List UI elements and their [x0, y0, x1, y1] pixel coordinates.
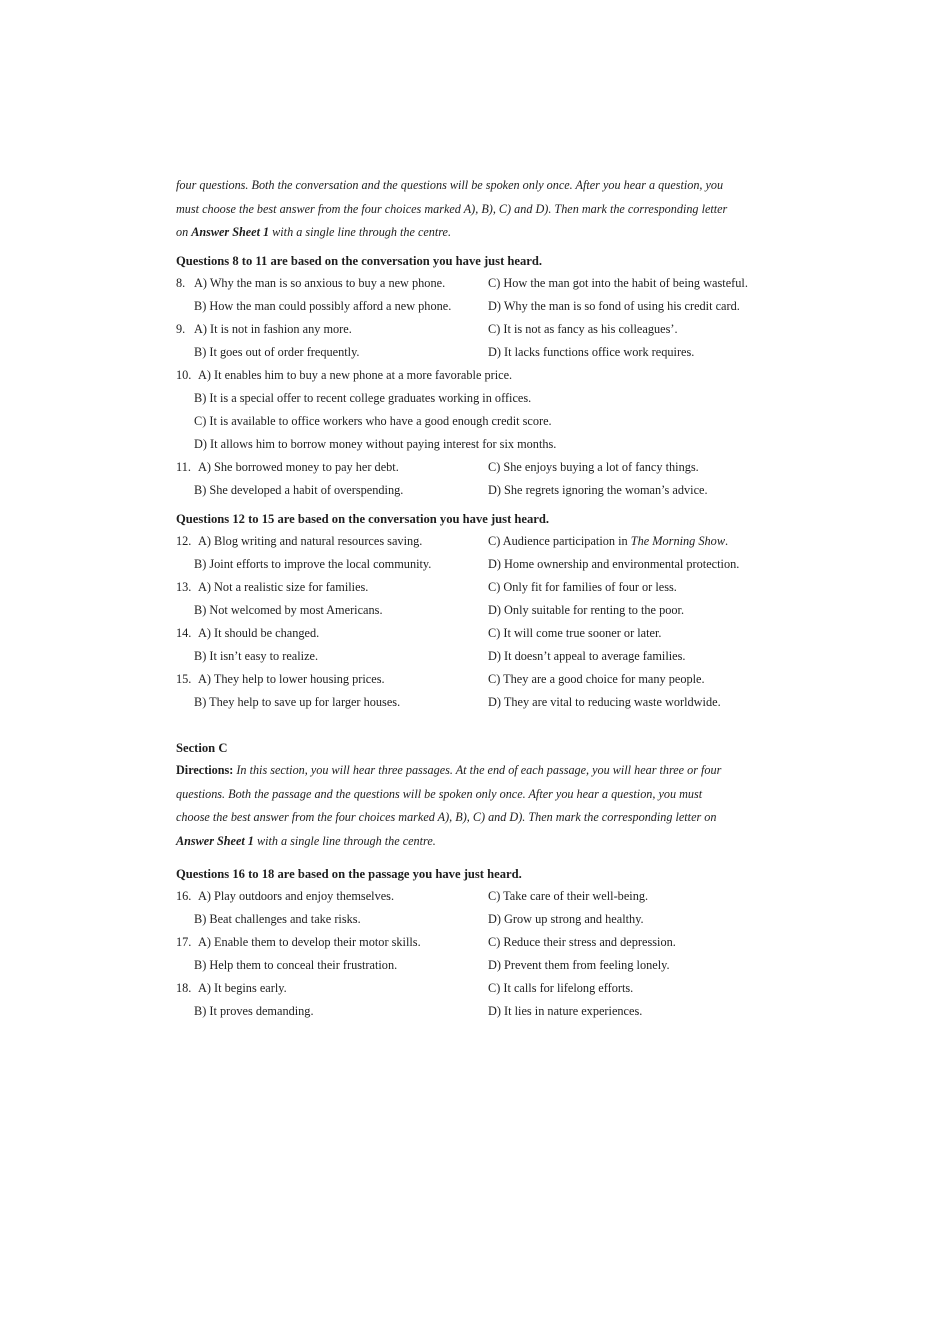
question-14-row-2 [176, 645, 771, 668]
section-directions [176, 759, 771, 853]
option-c: C) How the man got into the habit of being wasteful. [488, 276, 748, 290]
option-c: C) It is not as fancy as his colleagues’. [488, 322, 678, 336]
question-17-row-1 [176, 931, 771, 954]
option-a: A) Enable them to develop their motor skills. [198, 935, 421, 949]
question-11-row-2 [176, 479, 771, 502]
option-d: D) It allows him to borrow money without paying interest for six months. [194, 437, 557, 451]
option-b: B) She developed a habit of overspending. [194, 483, 404, 497]
option-b: B) Joint efforts to improve the local community. [194, 557, 432, 571]
option-a: A) Not a realistic size for families. [198, 580, 369, 594]
option-b: B) Not welcomed by most Americans. [194, 603, 383, 617]
question-number: 17. [176, 935, 192, 949]
question-9-row-2 [176, 341, 771, 364]
option-b: B) Beat challenges and take risks. [194, 912, 361, 926]
directions-line: Answer Sheet 1 with a single line through the centre. [176, 833, 436, 848]
question-13-row-1 [176, 576, 771, 599]
question-12-row-1 [176, 530, 771, 553]
option-d: D) She regrets ignoring the woman’s advice. [488, 483, 708, 497]
option-c: C) It is available to office workers who have a good enough credit score. [194, 414, 552, 428]
question-11-row-1 [176, 456, 771, 479]
question-15-row-1 [176, 668, 771, 691]
option-b: B) It isn’t easy to realize. [194, 649, 319, 663]
option-b: B) It is a special offer to recent college graduates working in offices. [194, 391, 532, 405]
question-8-row-2 [176, 295, 771, 318]
question-8-row-1 [176, 272, 771, 295]
directions-line: questions. Both the passage and the questions will be spoken only once. After you hear a question, you must [176, 786, 703, 801]
option-a: A) They help to lower housing prices. [198, 672, 385, 686]
intro-line: must choose the best answer from the four choices marked A), B), C) and D). Then mark the corresponding letter [176, 201, 728, 216]
option-b: B) It proves demanding. [194, 1004, 314, 1018]
option-b: B) Help them to conceal their frustration. [194, 958, 398, 972]
question-13-row-2 [176, 599, 771, 622]
question-number: 9. [176, 322, 186, 336]
question-17-row-2 [176, 954, 771, 977]
option-b: B) It goes out of order frequently. [194, 345, 360, 359]
question-15-row-2 [176, 691, 771, 714]
question-group-16-18 [176, 863, 771, 1023]
intro-directions [176, 174, 771, 245]
question-16-row-2 [176, 908, 771, 931]
option-d: D) Why the man is so fond of using his credit card. [488, 299, 740, 313]
option-a: A) Blog writing and natural resources saving. [198, 534, 423, 548]
option-d: D) Prevent them from feeling lonely. [488, 958, 670, 972]
section-title: Section C [176, 741, 228, 755]
question-number: 10. [176, 368, 192, 382]
option-d: D) Grow up strong and healthy. [488, 912, 644, 926]
option-d: D) It lies in nature experiences. [488, 1004, 643, 1018]
question-16-row-1 [176, 885, 771, 908]
question-number: 18. [176, 981, 192, 995]
option-d: D) Only suitable for renting to the poor. [488, 603, 685, 617]
question-number: 11. [176, 460, 191, 474]
option-d: D) It lacks functions office work requires. [488, 345, 695, 359]
option-b: B) They help to save up for larger houses. [194, 695, 401, 709]
question-12-row-2 [176, 553, 771, 576]
question-18-row-1 [176, 977, 771, 1000]
answer-sheet-ref: Answer Sheet 1 [176, 833, 254, 848]
option-c: C) Audience participation in The Morning Show. [488, 534, 729, 548]
option-d: D) Home ownership and environmental protection. [488, 557, 740, 571]
question-number: 16. [176, 889, 192, 903]
option-b: B) How the man could possibly afford a new phone. [194, 299, 452, 313]
question-number: 15. [176, 672, 192, 686]
question-number: 8. [176, 276, 186, 290]
option-d: D) They are vital to reducing waste worldwide. [488, 695, 721, 709]
intro-line: on Answer Sheet 1 with a single line through the centre. [176, 225, 452, 239]
option-c: C) It calls for lifelong efforts. [488, 981, 634, 995]
intro-line: four questions. Both the conversation and the questions will be spoken only once. After you hear a question, you [176, 178, 724, 192]
question-9-row-1 [176, 318, 771, 341]
question-10-row-2 [176, 387, 771, 410]
option-c: C) Only fit for families of four or less. [488, 580, 677, 594]
group-heading: Questions 16 to 18 are based on the passage you have just heard. [176, 867, 522, 881]
question-14-row-1 [176, 622, 771, 645]
option-c: C) It will come true sooner or later. [488, 626, 662, 640]
option-a: A) She borrowed money to pay her debt. [198, 460, 399, 474]
question-group-8-11 [176, 250, 771, 502]
option-a: A) Why the man is so anxious to buy a new phone. [194, 276, 446, 290]
option-c: C) Take care of their well-being. [488, 889, 649, 903]
directions-line: choose the best answer from the four choices marked A), B), C) and D). Then mark the corresponding letter on [176, 810, 717, 824]
question-10-row-1 [176, 364, 771, 387]
show-title: The Morning Show [630, 534, 726, 548]
question-18-row-2 [176, 1000, 771, 1023]
question-10-row-4 [176, 433, 771, 456]
option-d: D) It doesn’t appeal to average families. [488, 649, 686, 663]
option-a: A) It should be changed. [198, 626, 320, 640]
option-a: A) It enables him to buy a new phone at a more favorable price. [198, 368, 513, 382]
question-10-row-3 [176, 410, 771, 433]
section-c [176, 737, 771, 853]
option-c: C) Reduce their stress and depression. [488, 935, 676, 949]
question-number: 13. [176, 580, 192, 594]
option-a: A) It is not in fashion any more. [194, 322, 352, 336]
group-heading: Questions 8 to 11 are based on the conversation you have just heard. [176, 254, 543, 268]
question-number: 14. [176, 626, 192, 640]
option-a: A) Play outdoors and enjoy themselves. [198, 889, 395, 903]
directions-label: Directions: [176, 763, 234, 777]
group-heading: Questions 12 to 15 are based on the conversation you have just heard. [176, 512, 550, 526]
question-number: 12. [176, 534, 192, 548]
directions-line: Directions: In this section, you will hear three passages. At the end of each passage, you will hear three or four [176, 763, 722, 777]
question-group-12-15 [176, 508, 771, 714]
answer-sheet-ref: Answer Sheet 1 [191, 225, 270, 239]
option-c: C) They are a good choice for many people. [488, 672, 705, 686]
option-c: C) She enjoys buying a lot of fancy things. [488, 460, 699, 474]
option-a: A) It begins early. [198, 981, 287, 995]
